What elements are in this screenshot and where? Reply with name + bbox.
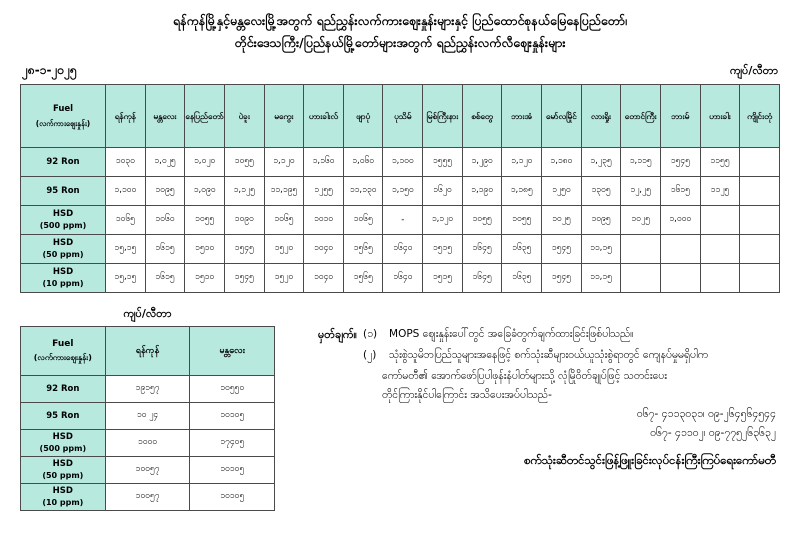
main-row-label-text: 95 Ron xyxy=(46,185,80,196)
price-cell: ၁,၁၁၅ xyxy=(621,148,661,177)
price-cell: ၁,၁၅၀ xyxy=(383,177,423,206)
small-row-label-text: HSD xyxy=(52,432,73,442)
note-text-2: သုံးစွဲသူမိဘပြည်သူများအနေဖြင့် စက်သုံးဆီများဝယ်ယူသုံးစွဲရာတွင် ကျေနပ်မှုမရှိပါက xyxy=(389,349,709,361)
main-col-header: မန္တလေး xyxy=(145,85,185,148)
price-cell: ၁၆၄၀ xyxy=(383,235,423,264)
price-cell: ၁၅၁၅ xyxy=(423,235,463,264)
price-cell: ၁၀၂၅ xyxy=(542,206,582,235)
title-line-2: တိုင်းဒေသကြီး/ပြည်နယ်မြို့တော်များအတွက် ရည်ညွှန်းလက်လီဈေးနှုန်းများ xyxy=(234,35,566,50)
price-cell: ၁၅၂၀ xyxy=(264,235,304,264)
small-row-label xyxy=(21,403,106,430)
contact-phone-2: ၀၆၇- ၄၁၁၀၂၊ ၀၉-၇၇၅၂၆၃၆၃၂ xyxy=(650,427,776,439)
small-fuel-header-sublabel: (လက်ကားဈေးနှုန်း) xyxy=(33,353,92,362)
main-row-label-sub: (10 ppm) xyxy=(42,279,84,288)
table-row xyxy=(21,206,780,235)
title-block xyxy=(0,0,800,54)
note-text-1: MOPS ဈေးနှုန်းပေါ်တွင် အခြေခံတွက်ချက်ထားခြင်းဖြစ်ပါသည်။ xyxy=(389,328,634,340)
lower-section xyxy=(0,307,800,511)
price-cell xyxy=(700,264,740,293)
price-cell: ၁၂၅၅ xyxy=(304,177,344,206)
small-row-label xyxy=(21,457,106,484)
main-row-label-text: HSD xyxy=(52,267,74,277)
main-col-header: ဘားအံ xyxy=(502,85,542,148)
price-cell: ၁၁၅၅ xyxy=(700,148,740,177)
main-row-label xyxy=(21,148,106,177)
main-row-label xyxy=(21,235,106,264)
price-cell: ၁,၁၂၅ xyxy=(224,177,264,206)
main-col-header: ဟားခါးလ် xyxy=(304,85,344,148)
price-cell: ၁၀၀၀ xyxy=(105,430,190,457)
price-cell: ၁၀ ၂၄ xyxy=(105,403,190,430)
notes-block xyxy=(318,325,800,470)
committee-footer: စက်သုံးဆီတင်သွင်းဖြန့်ဖြူးခြင်းလုပ်ငန်းကြီးကြပ်ရေးကော်မတီ xyxy=(524,453,776,467)
price-cell: ၁၆၁၅ xyxy=(145,235,185,264)
price-cell: ၁,၁၉၀ xyxy=(462,177,502,206)
table-row xyxy=(21,403,275,430)
main-table-head xyxy=(21,85,780,148)
main-col-header: စစ်တွေ xyxy=(462,85,502,148)
small-table-unit: ကျပ်/လီတာ xyxy=(123,307,172,320)
main-col-header: နေပြည်တော် xyxy=(185,85,225,148)
small-row-label-text: 95 Ron xyxy=(46,410,80,421)
small-row-label-sub: (10 ppm) xyxy=(42,498,84,507)
small-row-label-sub: (500 ppm) xyxy=(39,444,87,453)
price-cell xyxy=(660,235,700,264)
price-cell: ၁၀၅၅၀ xyxy=(190,376,275,403)
main-fuel-header xyxy=(21,85,106,148)
small-row-label xyxy=(21,376,106,403)
price-cell: ၁,၁၈၅ xyxy=(502,177,542,206)
price-cell: ၁၀၆၀ xyxy=(145,206,185,235)
small-row-label-sub: (50 ppm) xyxy=(42,471,84,480)
main-col-header: ပုသိမ် xyxy=(383,85,423,148)
price-cell: ၁၀၆၅ xyxy=(343,206,383,235)
main-col-header: တောင်ကြီး xyxy=(621,85,661,148)
main-col-header: ကျိုင်းတုံ xyxy=(740,85,780,148)
table-row xyxy=(21,484,275,511)
price-cell: ၁၀၅၅ xyxy=(502,206,542,235)
main-col-header: ရန်ကုန် xyxy=(106,85,146,148)
note-row-1 xyxy=(318,325,782,344)
small-row-label-text: HSD xyxy=(52,459,73,469)
small-row-label-text: 92 Ron xyxy=(46,383,80,394)
price-cell: ၁,၁၀၀ xyxy=(383,148,423,177)
price-cell: ၁၀၆၅ xyxy=(106,206,146,235)
main-table-body xyxy=(21,148,780,293)
price-cell: ၁၁၂၅ xyxy=(700,177,740,206)
price-cell xyxy=(700,206,740,235)
price-cell: ၁၆၄၅ xyxy=(462,264,502,293)
price-cell: ၁၀၁၀၅ xyxy=(190,484,275,511)
main-row-label xyxy=(21,264,106,293)
price-cell: ၁၁,၁၅ xyxy=(581,264,621,293)
note-row-2 xyxy=(318,346,782,365)
price-cell: ၁,၁၂၀ xyxy=(502,148,542,177)
price-cell: ၁၉၁၅၇ xyxy=(105,376,190,403)
price-cell: ၁၆၂၀ xyxy=(423,177,463,206)
main-col-header: ဘားမ် xyxy=(660,85,700,148)
price-cell: ၁၆၃၅ xyxy=(502,264,542,293)
small-row-label-text: HSD xyxy=(52,486,73,496)
small-table-head xyxy=(21,327,275,376)
table-row xyxy=(21,235,780,264)
small-fuel-header-label: Fuel xyxy=(52,339,74,349)
main-fuel-header-label: Fuel xyxy=(52,103,74,114)
price-cell: ၁,၁၂၀ xyxy=(423,206,463,235)
price-cell: ၁၆၄၅ xyxy=(462,235,502,264)
price-cell xyxy=(740,264,780,293)
price-cell: ၁၅,၁၅ xyxy=(106,235,146,264)
price-cell: ၁၆၄၀ xyxy=(383,264,423,293)
price-cell: ၁၀၄၀ xyxy=(304,235,344,264)
price-cell: ၁၀၁၀၅ xyxy=(190,403,275,430)
small-row-label xyxy=(21,430,106,457)
small-table-body xyxy=(21,376,275,511)
title-line-1: ရန်ကုန်မြို့နှင့်မန္တလေးမြို့အတွက် ရည်ညွှန်းလက်ကားဈေးနှုန်းများနှင့် ပြည်ထောင်စုနယ်မြေနေပြည်တော်၊ xyxy=(173,13,627,28)
table-row xyxy=(21,177,780,206)
price-cell xyxy=(740,235,780,264)
small-col-header: မန္တလေး xyxy=(190,327,275,376)
main-col-header: ဖျာပုံ xyxy=(343,85,383,148)
note-number-2: (၂) xyxy=(363,349,377,361)
price-cell: ၁၁,၁၅ xyxy=(581,235,621,264)
small-fuel-header xyxy=(21,327,106,376)
price-cell: ၁၁,၁၃၀ xyxy=(343,177,383,206)
price-cell: ၁၅၆၅ xyxy=(343,235,383,264)
price-cell: ၁၀၀၅၇ xyxy=(105,484,190,511)
price-cell: ၁၆၁၅ xyxy=(660,177,700,206)
table-row xyxy=(21,457,275,484)
price-cell: ၁၅,၁၅ xyxy=(106,264,146,293)
wholesale-price-table xyxy=(20,84,780,293)
price-cell: ၁,၁၀၀ xyxy=(106,177,146,206)
price-cell: - xyxy=(383,206,423,235)
main-row-label xyxy=(21,206,106,235)
price-cell: ၁၀၃၀ xyxy=(106,148,146,177)
price-cell: ၁,၀၂၅ xyxy=(145,148,185,177)
retail-block xyxy=(20,307,300,511)
table-row xyxy=(21,148,780,177)
note-number-1: (၁) xyxy=(363,328,378,340)
note-continued-1: ကော်မတီ၏ အောက်ဖော်ပြပါဖုန်းနံပါတ်များသို့ လုံမြိုဝိတ်ချုပ်ဖြင့် သတင်းပေး xyxy=(382,370,667,382)
price-cell: ၁,၀၀၀ xyxy=(660,206,700,235)
price-cell xyxy=(700,235,740,264)
price-cell xyxy=(660,264,700,293)
main-table-unit: ကျပ်/လီတာ xyxy=(730,64,778,77)
contact-phone-1: ၀၆၇- ၄၁၁၃၀၃၁၊ ၀၉-၂၆၄၅၆၄၅၄၄ xyxy=(636,408,776,420)
price-cell xyxy=(740,148,780,177)
price-cell: ၁၁,၁၉၅ xyxy=(264,177,304,206)
price-cell: ၁၀၁၀၅ xyxy=(190,457,275,484)
price-cell xyxy=(621,235,661,264)
report-date: ၂၈-၁-၂၀၂၅ xyxy=(22,63,77,77)
main-col-header: မြစ်ကြီးနား xyxy=(423,85,463,148)
main-col-header: မကွေး xyxy=(264,85,304,148)
price-cell: ၁၅၄၅ xyxy=(224,264,264,293)
retail-price-table xyxy=(20,326,275,511)
main-col-header: လားရှိုး xyxy=(581,85,621,148)
price-cell: ၁၀၁၀ xyxy=(304,206,344,235)
price-cell: ၁,၁၈၀ xyxy=(542,148,582,177)
price-cell: ၁,၁၆၀ xyxy=(304,148,344,177)
price-cell: ၁၅၅၅ xyxy=(423,148,463,177)
price-cell: ၁,၀၂၀ xyxy=(185,148,225,177)
price-cell: ၁၅၄၅ xyxy=(542,264,582,293)
price-cell: ၁,၂၉၀ xyxy=(462,148,502,177)
price-cell: ၁၅၁၀ xyxy=(185,264,225,293)
price-cell: ၁၃၀၅ xyxy=(581,177,621,206)
main-col-header: ဟားခါး xyxy=(700,85,740,148)
price-cell: ၁၀၄၀ xyxy=(304,264,344,293)
main-fuel-header-sublabel: (လက်ကားဈေးနှုန်း) xyxy=(35,118,91,128)
price-cell xyxy=(740,177,780,206)
price-cell: ၁၆၃၅ xyxy=(502,235,542,264)
price-cell: ၁၅၁၀ xyxy=(185,235,225,264)
main-row-label-sub: (500 ppm) xyxy=(39,221,87,230)
price-cell: ၁၀၉၀ xyxy=(224,206,264,235)
price-cell: ၁၅၂၀ xyxy=(264,264,304,293)
price-cell: ၁,၀၆၀ xyxy=(343,148,383,177)
notes-label: မှတ်ချက်။ xyxy=(318,328,358,341)
small-table-header-row xyxy=(21,327,275,376)
main-row-label-text: HSD xyxy=(52,238,74,248)
price-cell: ၁၀၅၅ xyxy=(224,148,264,177)
price-cell: ၁၀၀၅၇ xyxy=(105,457,190,484)
price-cell xyxy=(621,264,661,293)
price-cell: ၁၆၁၅ xyxy=(145,264,185,293)
price-cell: ၁၀၅၅ xyxy=(185,206,225,235)
small-col-header: ရန်ကုန် xyxy=(105,327,190,376)
note-continued-2: တိုင်ကြားနိုင်ပါကြောင်း အသိပေးအပ်ပါသည်- xyxy=(382,389,552,401)
price-cell: ၁၀၅၅ xyxy=(462,206,502,235)
main-row-label-text: HSD xyxy=(52,209,74,219)
date-unit-row xyxy=(0,54,800,82)
price-cell: ၁၅၄၅ xyxy=(224,235,264,264)
price-cell: ၁၀၆၅ xyxy=(264,206,304,235)
main-table-header-row xyxy=(21,85,780,148)
price-cell: ၁၀၂၅ xyxy=(621,206,661,235)
price-cell: ၁၅၄၅ xyxy=(660,148,700,177)
price-cell: ၁၅၄၅ xyxy=(542,235,582,264)
price-cell xyxy=(740,206,780,235)
price-cell: ၁၂,၂၅ xyxy=(621,177,661,206)
price-cell: ၁၅၁၅ xyxy=(423,264,463,293)
main-row-label-sub: (50 ppm) xyxy=(42,250,84,259)
price-cell: ၁,၁၂၀ xyxy=(264,148,304,177)
price-cell: ၁၅၆၅ xyxy=(343,264,383,293)
table-row xyxy=(21,264,780,293)
table-row xyxy=(21,376,275,403)
table-row xyxy=(21,430,275,457)
main-row-label-text: 92 Ron xyxy=(46,156,80,167)
main-col-header: ပဲခူး xyxy=(224,85,264,148)
price-cell: ၁၀၉၅ xyxy=(145,177,185,206)
small-row-label xyxy=(21,484,106,511)
price-cell: ၁၀၉၅ xyxy=(581,206,621,235)
main-col-header: မော်လမြိုင် xyxy=(542,85,582,148)
price-cell: ၁၂၅၀ xyxy=(542,177,582,206)
price-cell: ၁,၀၉၀ xyxy=(185,177,225,206)
price-cell: ၁၇၄၀၅ xyxy=(190,430,275,457)
main-row-label xyxy=(21,177,106,206)
price-cell: ၁,၂၃၅ xyxy=(581,148,621,177)
